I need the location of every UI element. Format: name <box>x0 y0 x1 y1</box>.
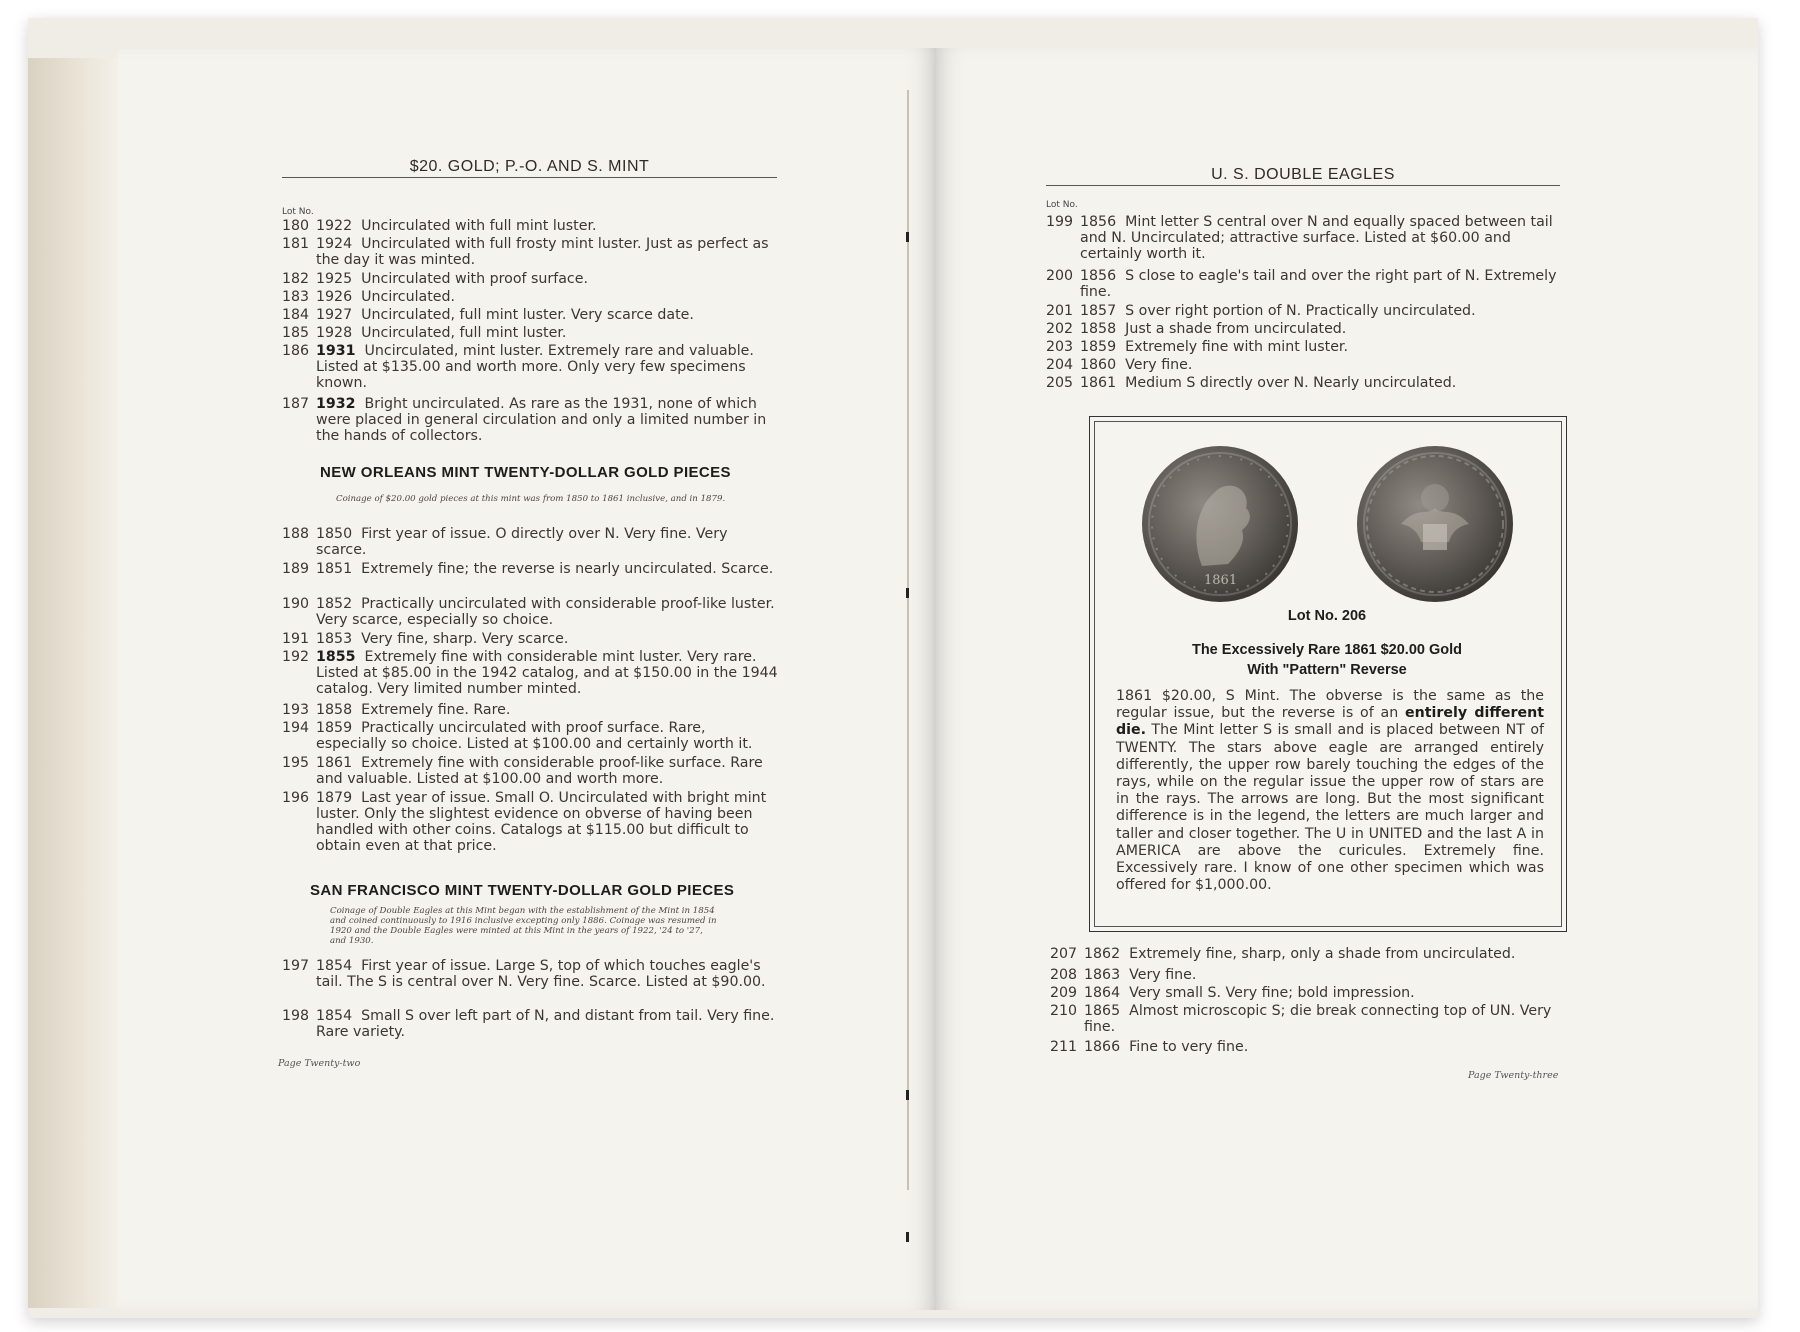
san-francisco-heading: SAN FRANCISCO MINT TWENTY-DOLLAR GOLD PIECES <box>310 882 735 899</box>
binding-thread <box>907 90 909 1190</box>
left-head-rule <box>282 177 777 178</box>
right-running-head: U. S. DOUBLE EAGLES <box>1211 166 1395 183</box>
eagle-shield-icon <box>1357 446 1513 602</box>
binding-stitch <box>906 232 909 242</box>
left-lot-label: Lot No. <box>282 207 314 217</box>
coin-reverse-image <box>1357 446 1513 602</box>
binding-stitch <box>906 1232 909 1242</box>
new-orleans-note: Coinage of $20.00 gold pieces at this mint was from 1850 to 1861 inclusive, and in 1879. <box>336 494 726 504</box>
left-page-footer: Page Twenty-two <box>278 1058 361 1069</box>
lot-206-title-line2: With "Pattern" Reverse <box>1247 662 1407 678</box>
binding-stitch <box>906 588 909 598</box>
new-orleans-heading: NEW ORLEANS MINT TWENTY-DOLLAR GOLD PIECES <box>320 464 731 481</box>
liberty-head-icon <box>1142 446 1298 602</box>
binding-stitch <box>906 1090 909 1100</box>
right-head-rule <box>1046 185 1560 186</box>
page-edges <box>28 58 118 1308</box>
lot-206-title-line1: The Excessively Rare 1861 $20.00 Gold <box>1191 642 1463 658</box>
lot-206-description: 1861 $20.00, S Mint. The obverse is the same as the regular issue, but the reverse is of an entirely different die. The Mint letter S is small and is placed between NT of TWENTY. The stars above eagle are arranged entirely differently, the upper row barely touching the edges of the rays, while on the regular issue the upper row of stars are in the rays. The arrows are long. But the most significant difference is in the legend, the letters are much larger and taller and closer together. The U in UNITED and the last A in AMERICA are above the curicules. Extremely fine. Excessively rare. I know of one other specimen which was offered for $1,000.00. <box>1116 688 1544 894</box>
left-running-head: $20. GOLD; P.-O. AND S. MINT <box>409 158 650 175</box>
san-francisco-note: Coinage of Double Eagles at this Mint began with the establishment of the Mint in 1854 and coined continuously to 1916 inclusive excepting only 1886. Coinage was resumed in 1920 and the Double Eagles were minted at this Mint in the years of 1922, '24 to '27, and 1930. <box>330 906 717 946</box>
lot-206-caption: Lot No. 206 <box>1287 608 1367 624</box>
coin-date: 1861 <box>1204 573 1238 588</box>
coin-obverse-image <box>1142 446 1298 602</box>
right-page-footer: Page Twenty-three <box>1468 1070 1559 1081</box>
right-lot-label: Lot No. <box>1046 200 1078 210</box>
